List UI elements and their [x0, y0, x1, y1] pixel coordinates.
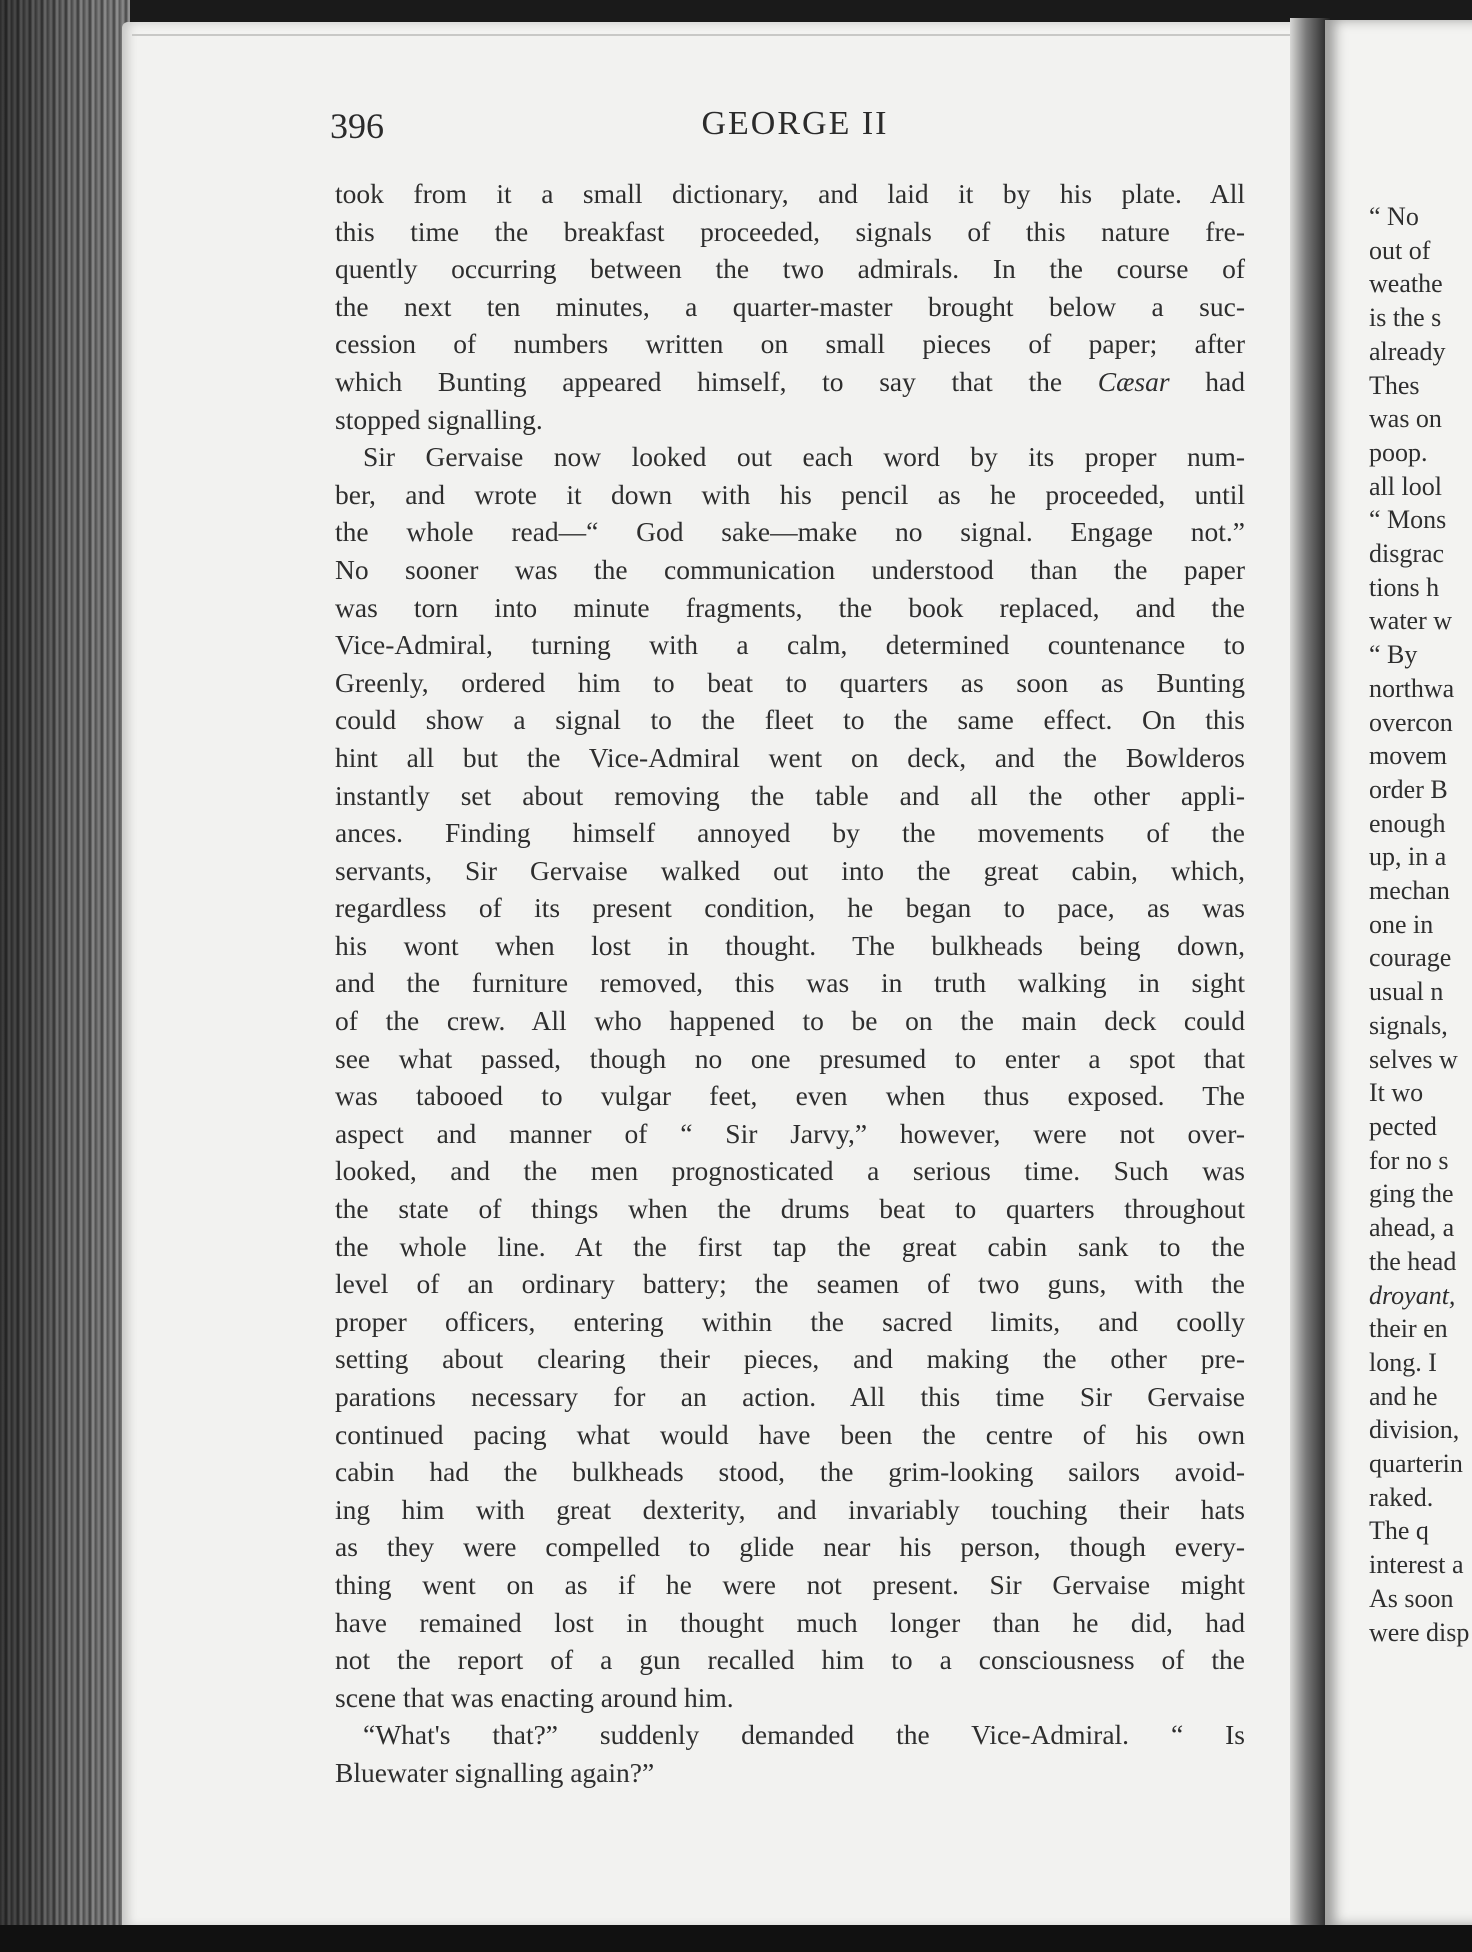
text-line: Bluewater signalling again?” — [335, 1756, 655, 1788]
right-text-line: their en — [1369, 1314, 1448, 1344]
text-line: setting about clearing their pieces, and making the other pre- — [335, 1343, 1245, 1375]
right-text-line: all lool — [1369, 471, 1442, 501]
page-top-edge — [132, 34, 1302, 36]
text-line: continued pacing what would have been the centre of his own — [335, 1418, 1245, 1450]
page-header — [330, 105, 1260, 155]
text-line: the state of things when the drums beat to quarters throughout — [335, 1193, 1245, 1225]
text-line: parations necessary for an action. All this time Sir Gervaise — [335, 1381, 1245, 1412]
right-text-line: As soon — [1369, 1583, 1454, 1613]
text-line: could show a signal to the fleet to the same effect. On this — [335, 704, 1245, 736]
right-page-text — [1369, 200, 1472, 1649]
text-line: scene that was enacting around him. — [335, 1681, 734, 1713]
right-text-line: is the s — [1369, 303, 1442, 333]
text-line: cabin had the bulkheads stood, the grim-looking sailors avoid- — [335, 1456, 1245, 1488]
running-head: GEORGE II — [701, 105, 889, 142]
paragraph — [335, 1716, 1245, 1791]
right-text-line: pected — [1369, 1111, 1437, 1141]
paragraph — [335, 175, 1245, 438]
right-text-line: Thes — [1369, 370, 1420, 400]
page-edges-shadow — [0, 0, 130, 1952]
text-line: servants, Sir Gervaise walked out into the great cabin, which, — [335, 854, 1245, 886]
right-text-line: one in — [1369, 909, 1434, 939]
text-line: the whole read—“ God sake—make no signal. Engage not.” — [335, 516, 1245, 548]
right-text-line: division, — [1369, 1415, 1460, 1445]
right-text-line: up, in a — [1369, 842, 1447, 872]
right-text-line: movem — [1369, 741, 1447, 771]
right-page — [1325, 20, 1472, 1925]
right-text-line: weathe — [1369, 269, 1443, 299]
text-line: was torn into minute fragments, the book replaced, and the — [335, 591, 1245, 623]
page-number: 396 — [330, 106, 384, 146]
body-text — [335, 175, 1245, 1792]
right-text-line: out of — [1369, 235, 1431, 265]
right-text-line: raked. — [1369, 1482, 1434, 1512]
right-text-line: enough — [1369, 808, 1446, 838]
right-text-line: “ No — [1369, 202, 1419, 231]
right-text-line: the head — [1369, 1246, 1457, 1276]
right-text-line: “ Mons — [1369, 505, 1447, 535]
right-text-line: ging the — [1369, 1179, 1454, 1209]
right-text-line: were disp — [1369, 1617, 1470, 1647]
right-text-line: disgrac — [1369, 539, 1445, 569]
text-line: “What's that?” suddenly demanded the Vice-Admiral. “ Is — [363, 1719, 1245, 1751]
text-line: took from it a small dictionary, and laid it by his plate. All — [335, 178, 1245, 209]
right-text-line: interest a — [1369, 1550, 1464, 1580]
text-line: quently occurring between the two admirals. In the course of — [335, 253, 1245, 285]
book-gutter — [1290, 18, 1330, 1938]
text-line: No sooner was the communication understood than the paper — [335, 553, 1245, 585]
text-line: of the crew. All who happened to be on the main deck could — [335, 1005, 1245, 1037]
text-line: this time the breakfast proceeded, signals of this nature fre- — [335, 215, 1245, 247]
text-line: Sir Gervaise now looked out each word by its proper num- — [363, 441, 1245, 473]
text-line: as they were compelled to glide near his person, though every- — [335, 1531, 1245, 1563]
text-line: level of an ordinary battery; the seamen of two guns, with the — [335, 1268, 1245, 1300]
right-text-line: quarterin — [1369, 1449, 1463, 1479]
right-text-line: overcon — [1369, 707, 1453, 737]
right-text-line: It wo — [1369, 1078, 1424, 1108]
text-line: ances. Finding himself annoyed by the movements of the — [335, 817, 1245, 849]
right-text-line: was on — [1369, 404, 1442, 434]
text-line: proper officers, entering within the sacred limits, and coolly — [335, 1305, 1245, 1337]
text-line: the whole line. At the first tap the great cabin sank to the — [335, 1230, 1245, 1262]
text-line: the next ten minutes, a quarter-master brought below a suc- — [335, 290, 1245, 322]
right-text-line: ahead, a — [1369, 1213, 1455, 1243]
text-line: regardless of its present condition, he began to pace, as was — [335, 892, 1245, 924]
text-line: was tabooed to vulgar feet, even when thus exposed. The — [335, 1080, 1245, 1112]
right-text-line: for no s — [1369, 1145, 1449, 1175]
right-text-line: signals, — [1369, 1010, 1448, 1040]
text-line: and the furniture removed, this was in truth walking in sight — [335, 967, 1245, 999]
text-line: ber, and wrote it down with his pencil as he proceeded, until — [335, 478, 1245, 510]
right-text-line: long. I — [1369, 1347, 1437, 1377]
right-text-line: “ By — [1369, 640, 1418, 670]
text-line: see what passed, though no one presumed to enter a spot that — [335, 1042, 1245, 1074]
text-line: aspect and manner of “ Sir Jarvy,” however, were not over- — [335, 1117, 1245, 1149]
right-text-line: and he — [1369, 1381, 1438, 1411]
text-line: Greenly, ordered him to beat to quarters as soon as Bunting — [335, 666, 1245, 698]
right-text-line: tions h — [1369, 572, 1440, 602]
background-bottom — [0, 1925, 1472, 1952]
text-line: stopped signalling. — [335, 403, 543, 435]
text-line: looked, and the men prognosticated a serious time. Such was — [335, 1155, 1245, 1187]
right-text-line: poop. — [1369, 437, 1428, 467]
text-line: instantly set about removing the table and all the other appli- — [335, 779, 1245, 811]
text-line: thing went on as if he were not present. Sir Gervaise might — [335, 1568, 1245, 1600]
right-text-line: usual n — [1369, 977, 1444, 1007]
paragraph — [335, 438, 1245, 1716]
text-line: his wont when lost in thought. The bulkheads being down, — [335, 929, 1245, 961]
text-line: Vice-Admiral, turning with a calm, determined countenance to — [335, 629, 1245, 661]
right-text-line: order B — [1369, 774, 1448, 804]
text-line: hint all but the Vice-Admiral went on deck, and the Bowlderos — [335, 741, 1245, 773]
right-text-line: mechan — [1369, 876, 1450, 906]
text-line: cession of numbers written on small pieces of paper; after — [335, 328, 1245, 360]
right-text-line: courage — [1369, 943, 1452, 973]
right-text-line: water w — [1369, 606, 1453, 636]
right-text-line: northwa — [1369, 673, 1455, 703]
right-text-line: selves w — [1369, 1044, 1458, 1074]
text-line: not the report of a gun recalled him to a consciousness of the — [335, 1644, 1245, 1676]
text-line: which Bunting appeared himself, to say that the Cæsar had — [335, 365, 1245, 397]
right-text-line: already — [1369, 336, 1446, 366]
text-line: have remained lost in thought much longer than he did, had — [335, 1606, 1245, 1638]
text-line: ing him with great dexterity, and invariably touching their hats — [335, 1493, 1245, 1525]
right-text-line: The q — [1369, 1516, 1429, 1546]
right-text-line: droyant, — [1369, 1280, 1456, 1310]
